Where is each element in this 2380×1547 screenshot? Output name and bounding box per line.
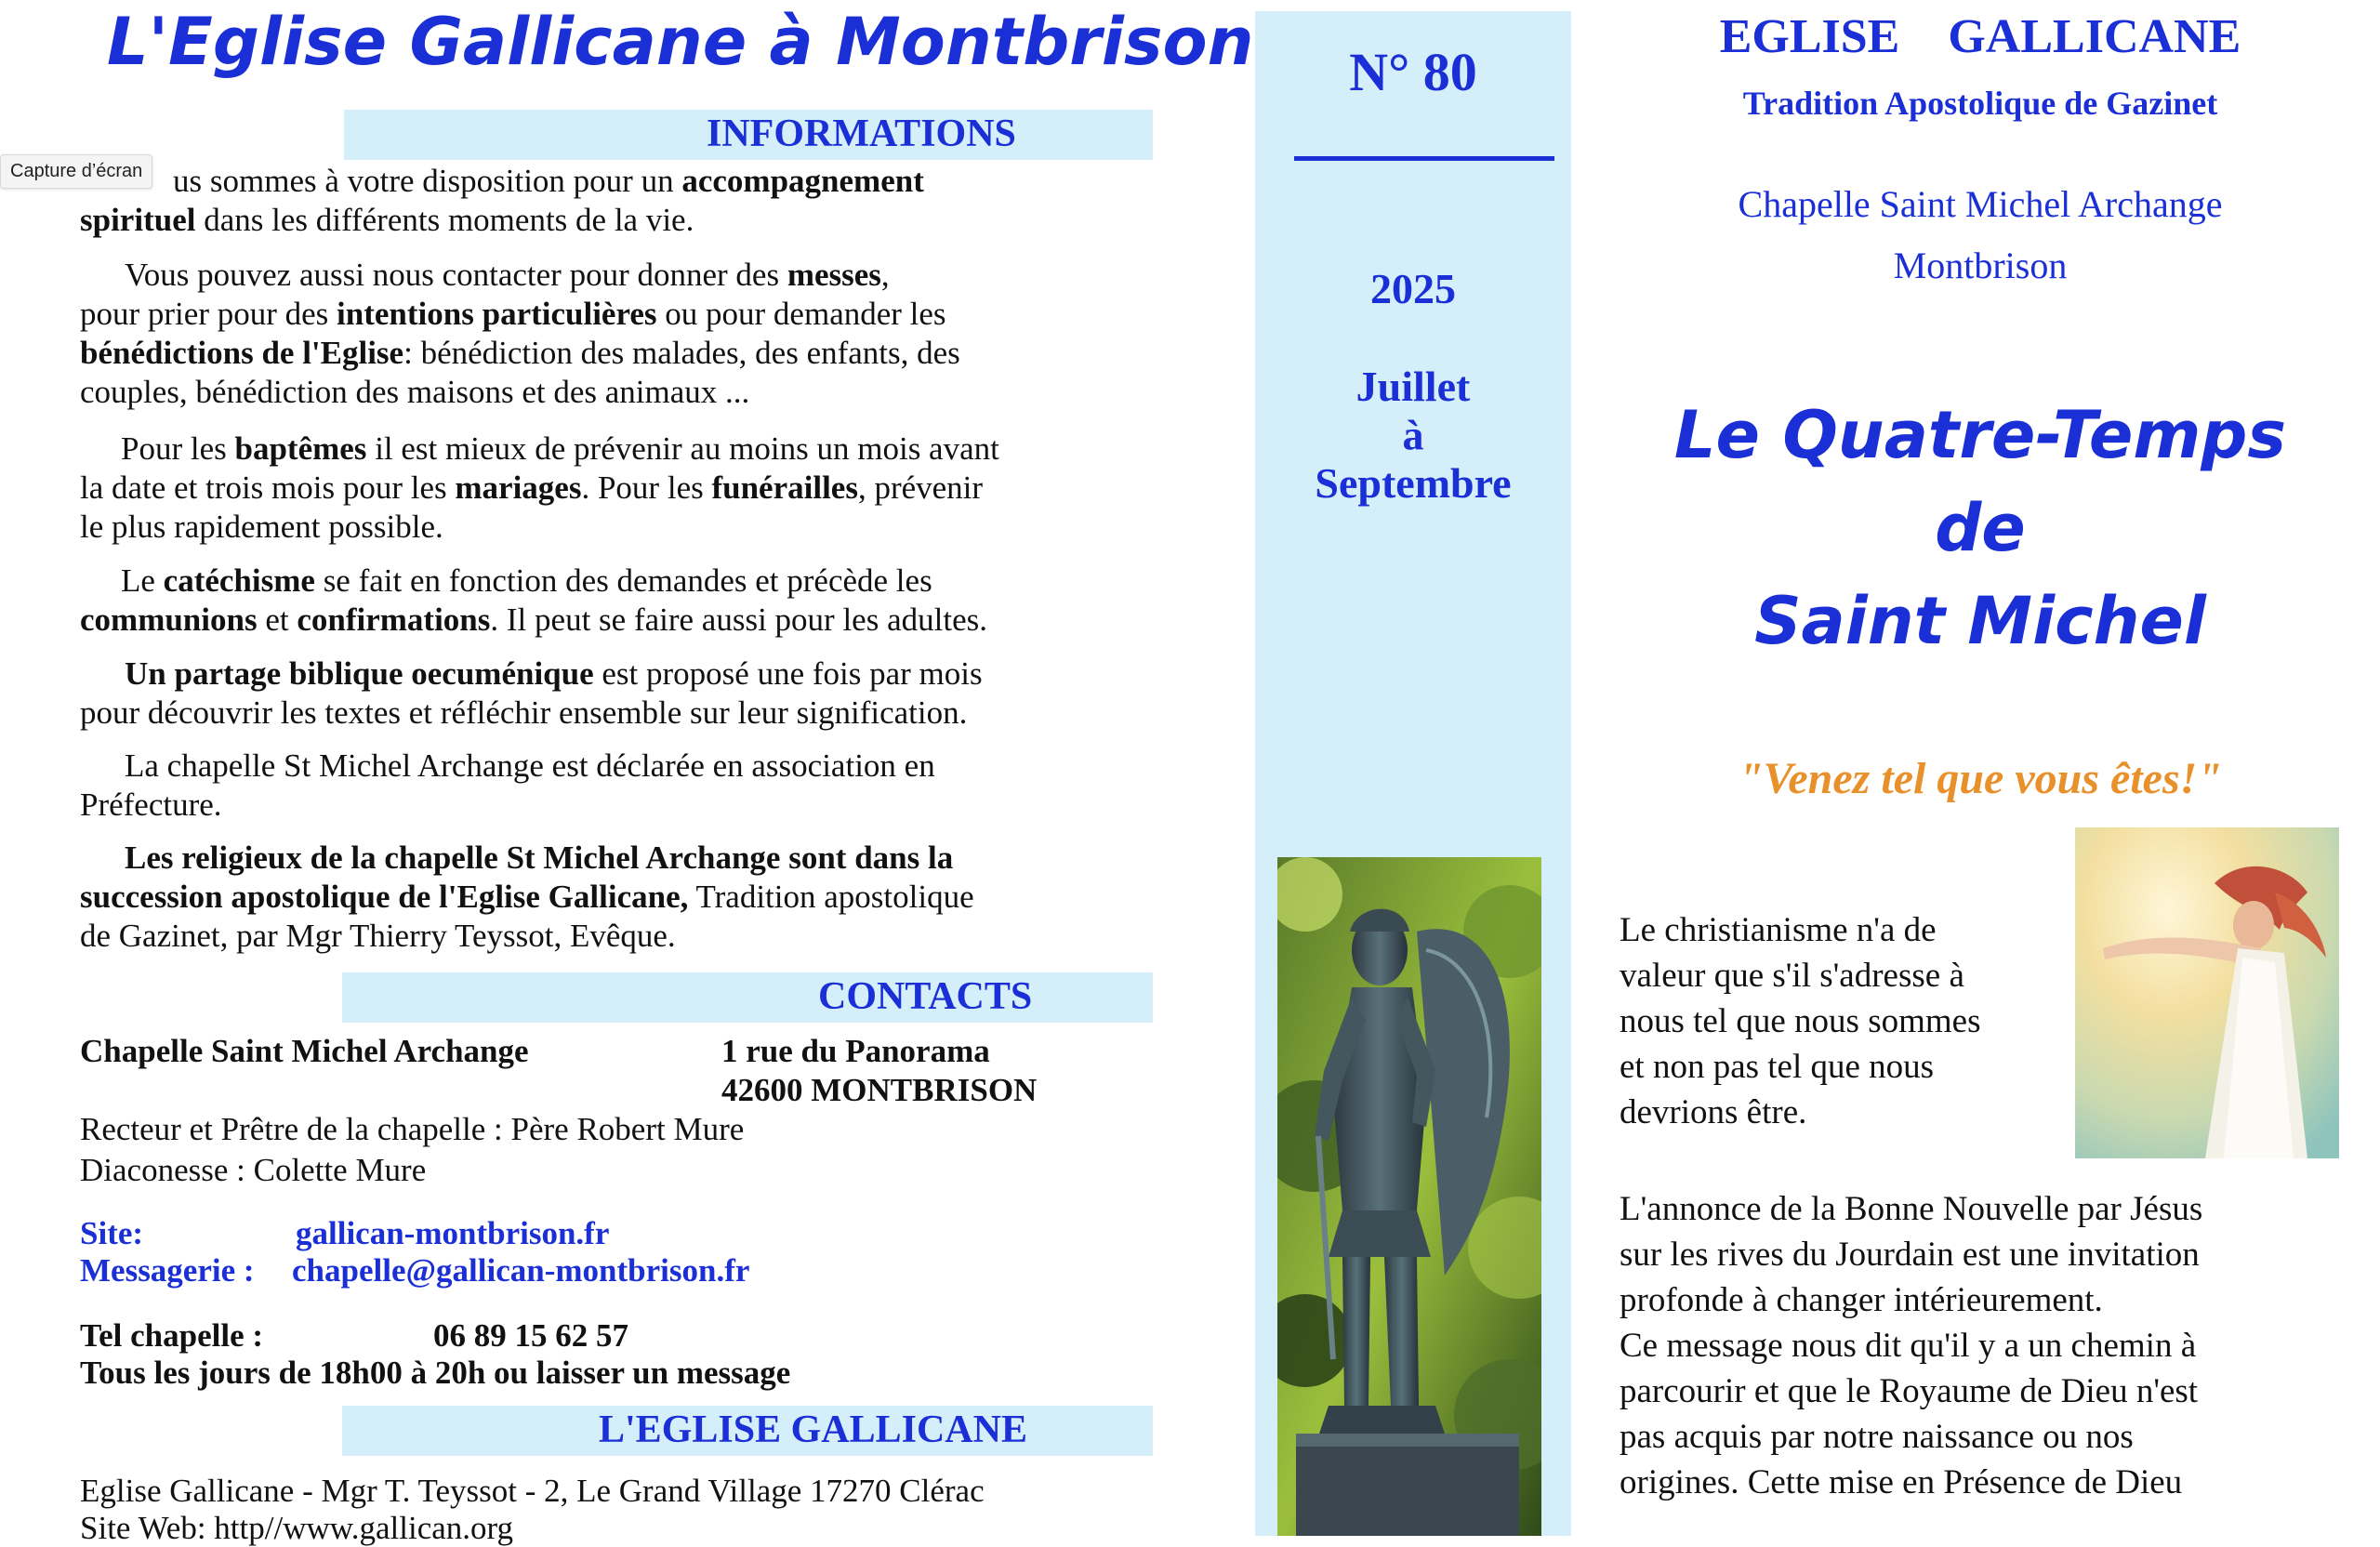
contacts-band [342,972,1153,1023]
footer-website: Site Web: http//www.gallican.org [80,1510,514,1546]
main-title-line-1: Le Quatre-Temps [1673,397,2287,473]
issue-divider [1294,156,1554,161]
body-text: L'annonce de la Bonne Nouvelle par Jésus sur les rives du Jourdain est une invitation profonde à changer intérieurement. Ce message nous dit qu'il y a un chemin à parcourir et que le Royaume de Dieu n'est pas acquis par notre naissance ou nos origines. Cette mise en Présence de Dieu [1620,1190,2203,1501]
gallicane-heading: L'EGLISE GALLICANE [599,1408,1027,1451]
contacts-heading: CONTACTS [818,975,1033,1018]
issue-year: 2025 [1370,265,1456,312]
paragraph-bible-sharing: Un partage biblique oecuménique est proposé une fois par mois pour découvrir les textes et réfléchir ensemble sur leur signification. [80,655,983,731]
footer-address: Eglise Gallicane - Mgr T. Teyssot - 2, Le Grand Village 17270 Clérac Site Web: http//www.gallican.org [80,1473,985,1546]
issue-column [1255,11,1571,1536]
screenshot-tooltip: Capture d’écran [0,154,152,189]
paragraph-masses: Vous pouvez aussi nous contacter pour donner des messes, pour prier pour des intentions particulières ou pour demander les bénédictions de l'Eglise: bénédiction des malades, des enfants, des couples, bénédiction des maisons et des animaux ... [80,257,960,410]
chapel-title: Chapelle Saint Michel Archange [1738,183,2223,225]
mail-row: Messagerie : [80,1252,255,1289]
chapel-name: Chapelle Saint Michel Archange [80,1033,529,1069]
informations-heading: INFORMATIONS [707,112,1016,155]
gallicane-band [342,1406,1153,1456]
paragraph-baptism: Pour les baptêmes il est mieux de prévenir au moins un mois avant la date et trois mois pour les mariages. Pour les funérailles, prévenir le plus rapidement possible. [80,430,999,545]
mail-link[interactable]: chapelle@gallican-montbrison.fr [292,1252,750,1289]
tel-hours: Tous les jours de 18h00 à 20h ou laisser un message [80,1355,791,1391]
clergy-info: Recteur et Prêtre de la chapelle : Père Robert Mure Diaconesse : Colette Mure [80,1111,745,1188]
paragraph-succession: Les religieux de la chapelle St Michel Archange sont dans la succession apostolique de l'Eglise Gallicane, Tradition apostolique de Gazinet, par Mgr Thierry Teyssot, Evêque. [80,840,974,954]
paragraph-accompaniment: us sommes à votre disposition pour un accompagnement spirituel dans les différents moments de la vie. [80,163,924,238]
issue-month-sep: à [1402,411,1424,458]
woman-arms-open-image [2075,827,2339,1158]
main-title-line-2: de [1935,490,2026,566]
tradition-subtitle: Tradition Apostolique de Gazinet [1742,85,2218,122]
issue-month-end: Septembre [1315,459,1512,507]
quote: "Venez tel que vous êtes!" [1739,754,2222,803]
intro-text: Le christianisme n'a de valeur que s'il s'adresse à nous tel que nous sommes et non pas tel que nous devrions être. [1620,911,1981,1131]
chapel-address: 1 rue du Panorama 42600 MONTBRISON [721,1033,1038,1108]
issue-number: N° 80 [1349,42,1477,102]
tel-label: Tel chapelle : [80,1317,264,1354]
paragraph-association: La chapelle St Michel Archange est déclarée en association en Préfecture. [80,747,935,823]
site-row: Site: [80,1215,144,1251]
site-link[interactable]: gallican-montbrison.fr [296,1215,610,1251]
church-name: EGLISE GALLICANE [1719,10,2241,63]
main-title-line-3: Saint Michel [1754,583,2206,659]
issue-month-start: Juillet [1355,363,1471,410]
paragraph-catechism: Le catéchisme se fait en fonction des demandes et précède les communions et confirmations. Il peut se faire aussi pour les adultes. [80,562,987,638]
saint-michel-statue-image [1277,857,1541,1536]
page-title: L'Eglise Gallicane à Montbrison [107,4,1254,80]
tel-value: 06 89 15 62 57 [433,1317,628,1354]
informations-band [344,110,1153,160]
town-title: Montbrison [1893,245,2068,286]
